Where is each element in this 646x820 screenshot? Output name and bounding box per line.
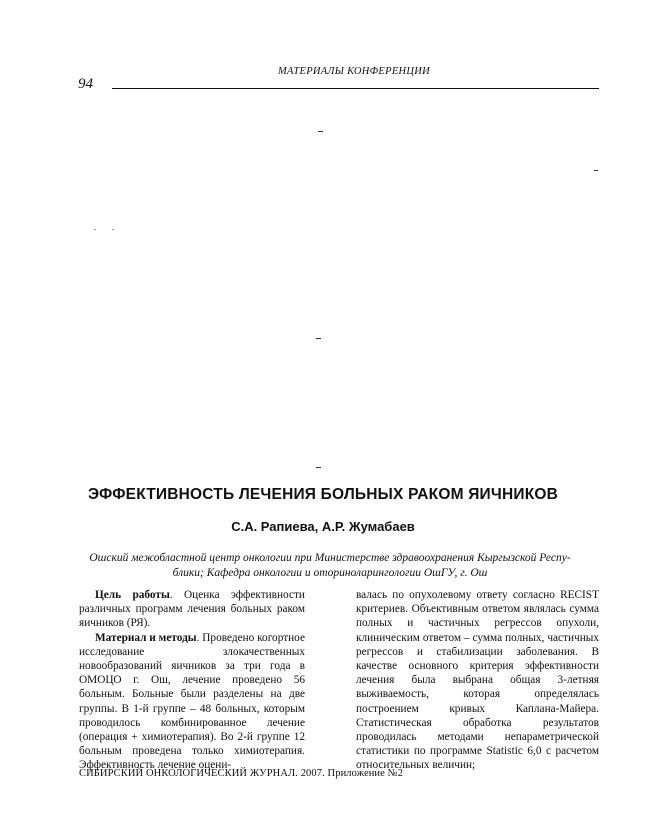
paragraph-methods	[79, 631, 305, 773]
page-number: 94	[78, 76, 93, 92]
scan-speck	[112, 229, 114, 230]
scan-speck	[594, 170, 598, 171]
header-rule	[112, 88, 599, 89]
paragraph-aim	[79, 588, 305, 631]
author-affiliation	[82, 551, 578, 581]
journal-footer: СИБИРСКИЙ ОНКОЛОГИЧЕСКИЙ ЖУРНАЛ. 2007. Приложение №2	[79, 768, 404, 779]
body-column-left	[79, 588, 305, 773]
affiliation-line: Ошский межобластной центр онкологии при Министерстве здравоохранения Кыргызской Респу-	[89, 552, 571, 564]
paragraph-label: Материал и методы	[95, 631, 197, 644]
paragraph-text: . Проведено когортное исследование злокачественных новообразований яичников за три года в ОМОЦО г. Ош, лечение проведено 56 больным. Больные были разделены на две группы. В 1-й группе – 48 больных, которым проводилось комбинированное лечение (операция + химиотерапия). Во 2-й группе 12 больным проведена только химиотерапия. Эффективность лечение оцени-	[79, 631, 305, 772]
article-authors: С.А. Рапиева, А.Р. Жумабаев	[231, 519, 415, 534]
paragraph-text: . Оценка эффективности различных программ лечения больных раком яичников (РЯ).	[79, 589, 305, 630]
scan-speck	[318, 131, 323, 132]
scan-speck	[316, 338, 321, 339]
scan-speck	[94, 229, 96, 230]
running-title: МАТЕРИАЛЫ КОНФЕРЕНЦИИ	[278, 66, 431, 77]
article-title: ЭФФЕКТИВНОСТЬ ЛЕЧЕНИЯ БОЛЬНЫХ РАКОМ ЯИЧНИКОВ	[87, 486, 559, 503]
scan-speck	[316, 467, 321, 468]
affiliation-line: блики; Кафедра онкологии и оториноларингологии ОшГУ, г. Ош	[172, 567, 488, 579]
paragraph-continuation: валась по опухолевому ответу согласно RECIST критериев. Объективным ответом являлась сумма полных и частичных регрессов опухоли, клиническим ответом – сумма полных, частичных регрессов и стабилизации заболевания. В качестве основного критерия эффективности лечения была выбрана общая 3-летняя выживаемость, которая определялась построением кривых Каплана-Майера. Статистическая обработка результатов проводилась методами непараметрической статистики по программе Statistic 6,0 с расчетом относительных величин;	[356, 589, 599, 772]
body-column-right	[356, 588, 599, 773]
paragraph-label: Цель работы	[95, 589, 170, 601]
